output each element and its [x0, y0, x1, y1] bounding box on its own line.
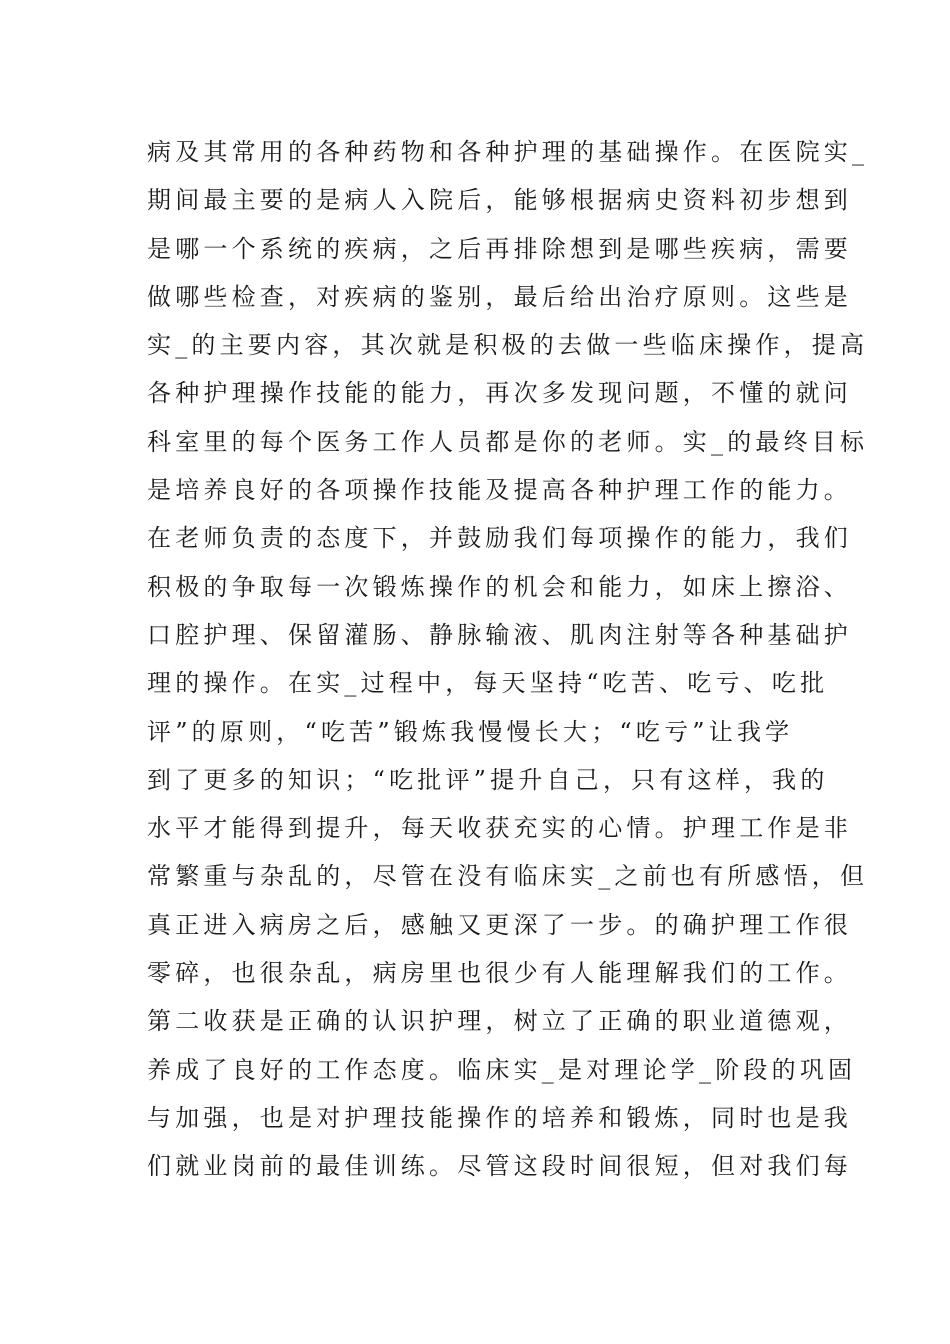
text-line-11: 口腔护理、保留灌肠、静脉输液、肌肉注射等各种基础护 — [147, 620, 852, 649]
text-line-14: 到了更多的知识；“吃批评”提升自己，只有这样，我的 — [147, 765, 829, 794]
text-line-7: 科室里的每个医务工作人员都是你的老师。实_的最终目标 — [147, 427, 869, 456]
body-text — [147, 128, 869, 1191]
text-line-1: 病及其常用的各种药物和各种护理的基础操作。在医院实_ — [147, 138, 869, 166]
text-line-13: 评”的原则，“吃苦”锻炼我慢慢长大；“吃亏”让我学 — [147, 717, 794, 746]
text-line-21: 与加强，也是对护理技能操作的培养和锻炼，同时也是我 — [147, 1103, 852, 1132]
text-line-15: 水平才能得到提升，每天收获充实的心情。护理工作是非 — [147, 814, 852, 843]
text-line-19: 第二收获是正确的认识护理，树立了正确的职业道德观， — [147, 1007, 852, 1036]
text-line-4: 做哪些检查，对疾病的鉴别，最后给出治疗原则。这些是 — [147, 282, 852, 311]
text-line-16: 常繁重与杂乱的，尽管在没有临床实_之前也有所感悟，但 — [147, 862, 869, 891]
text-line-5: 实_的主要内容，其次就是积极的去做一些临床操作，提高 — [147, 331, 869, 360]
text-line-20: 养成了良好的工作态度。临床实_是对理论学_阶段的巩固 — [147, 1055, 857, 1084]
text-line-10: 积极的争取每一次锻炼操作的机会和能力，如床上擦浴、 — [147, 572, 852, 601]
text-line-18: 零碎，也很杂乱，病房里也很少有人能理解我们的工作。 — [147, 959, 852, 988]
text-line-2: 期间最主要的是病人入院后，能够根据病史资料初步想到 — [147, 186, 852, 215]
text-line-3: 是哪一个系统的疾病，之后再排除想到是哪些疾病，需要 — [147, 234, 852, 263]
text-line-22: 们就业岗前的最佳训练。尽管这段时间很短，但对我们每 — [147, 1152, 852, 1181]
text-line-6: 各种护理操作技能的能力，再次多发现问题，不懂的就问 — [147, 379, 852, 408]
text-line-9: 在老师负责的态度下，并鼓励我们每项操作的能力，我们 — [147, 524, 852, 553]
text-line-17: 真正进入病房之后，感触又更深了一步。的确护理工作很 — [147, 910, 852, 939]
text-line-12: 理的操作。在实_过程中，每天坚持“吃苦、吃亏、吃批 — [147, 669, 829, 698]
text-line-8: 是培养良好的各项操作技能及提高各种护理工作的能力。 — [147, 476, 852, 505]
